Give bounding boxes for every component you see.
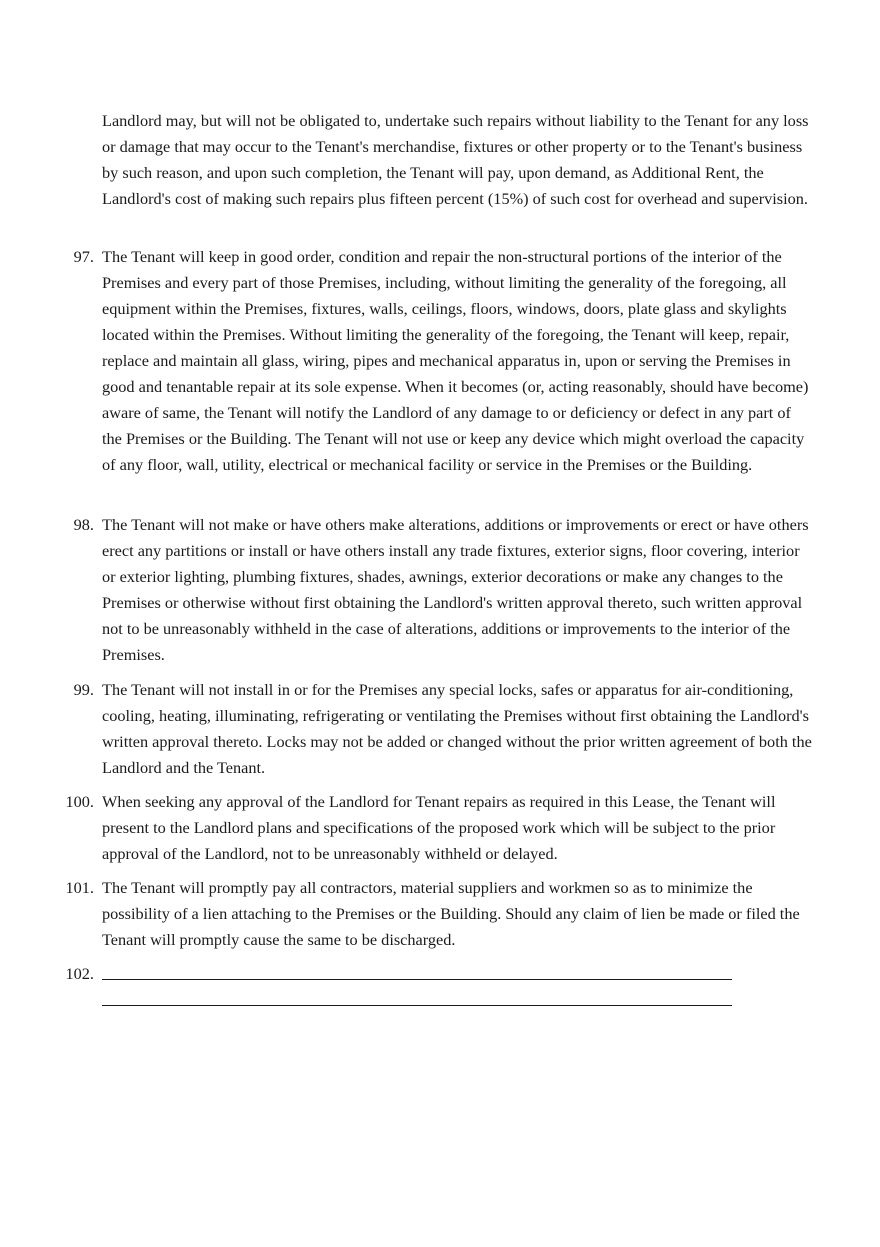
fill-in-line[interactable] — [102, 987, 814, 1013]
clause-number: 98. — [73, 515, 94, 534]
clause-number: 99. — [73, 680, 94, 699]
clause-text: The Tenant will keep in good order, condition and repair the non-structural portions of the interior of the Premises and every part of those Premises, including, without limiting the generality of the foregoing, all equipment within the Premises, fixtures, walls, ceilings, floors, windows, doors, plate glass and skylights located within the Premises. Without limiting the generality of the foregoing, the Tenant will keep, repair, replace and maintain all glass, wiring, pipes and mechanical apparatus in, upon or serving the Premises in good and tenantable repair at its sole expense. When it becomes (or, acting reasonably, should have become) aware of same, the Tenant will notify the Landlord of any damage to or deficiency or defect in any part of the Premises or the Building. The Tenant will not use or keep any device which might overload the capacity of any floor, wall, utility, electrical or mechanical facility or service in the Premises or the Building. — [102, 247, 809, 474]
clause-number: 97. — [73, 247, 94, 266]
clause-blank-lines[interactable] — [102, 961, 814, 1013]
clause-number: 102. — [65, 964, 94, 983]
clause-text: The Tenant will promptly pay all contractors, material suppliers and workmen so as to minimize the possibility of a lien attaching to the Premises or the Building. Should any claim of lien be made or filed the Tenant will promptly cause the same to be discharged. — [102, 878, 800, 949]
clause-text: The Tenant will not make or have others make alterations, additions or improvements or erect or have others erect any partitions or install or have others install any trade fixtures, exterior signs, floor covering, interior or exterior lighting, plumbing fixtures, shades, awnings, exterior decorations or make any changes to the Premises or otherwise without first obtaining the Landlord's written approval thereto, such written approval not to be unreasonably withheld in the case of alterations, additions or improvements to the interior of the Premises. — [102, 515, 809, 664]
fill-in-line[interactable] — [102, 961, 814, 987]
continuation-paragraph: Landlord may, but will not be obligated to, undertake such repairs without liability to the Tenant for any loss or damage that may occur to the Tenant's merchandise, fixtures or other property or to the Tenant's business by such reason, and upon such completion, the Tenant will pay, upon demand, as Additional Rent, the Landlord's cost of making such repairs plus fifteen percent (15%) of such cost for overhead and supervision. — [102, 111, 809, 208]
clause-number: 100. — [65, 792, 94, 811]
clause-text: The Tenant will not install in or for the Premises any special locks, safes or apparatus for air-conditioning, cooling, heating, illuminating, refrigerating or ventilating the Premises without first obtaining the Landlord's written approval thereto. Locks may not be added or changed without the prior written agreement of both the Landlord and the Tenant. — [102, 680, 812, 777]
clause-number: 101. — [65, 878, 94, 897]
clause-text: When seeking any approval of the Landlord for Tenant repairs as required in this Lease, the Tenant will present to the Landlord plans and specifications of the proposed work which will be subject to the prior approval of the Landlord, not to be unreasonably withheld or delayed. — [102, 792, 776, 863]
